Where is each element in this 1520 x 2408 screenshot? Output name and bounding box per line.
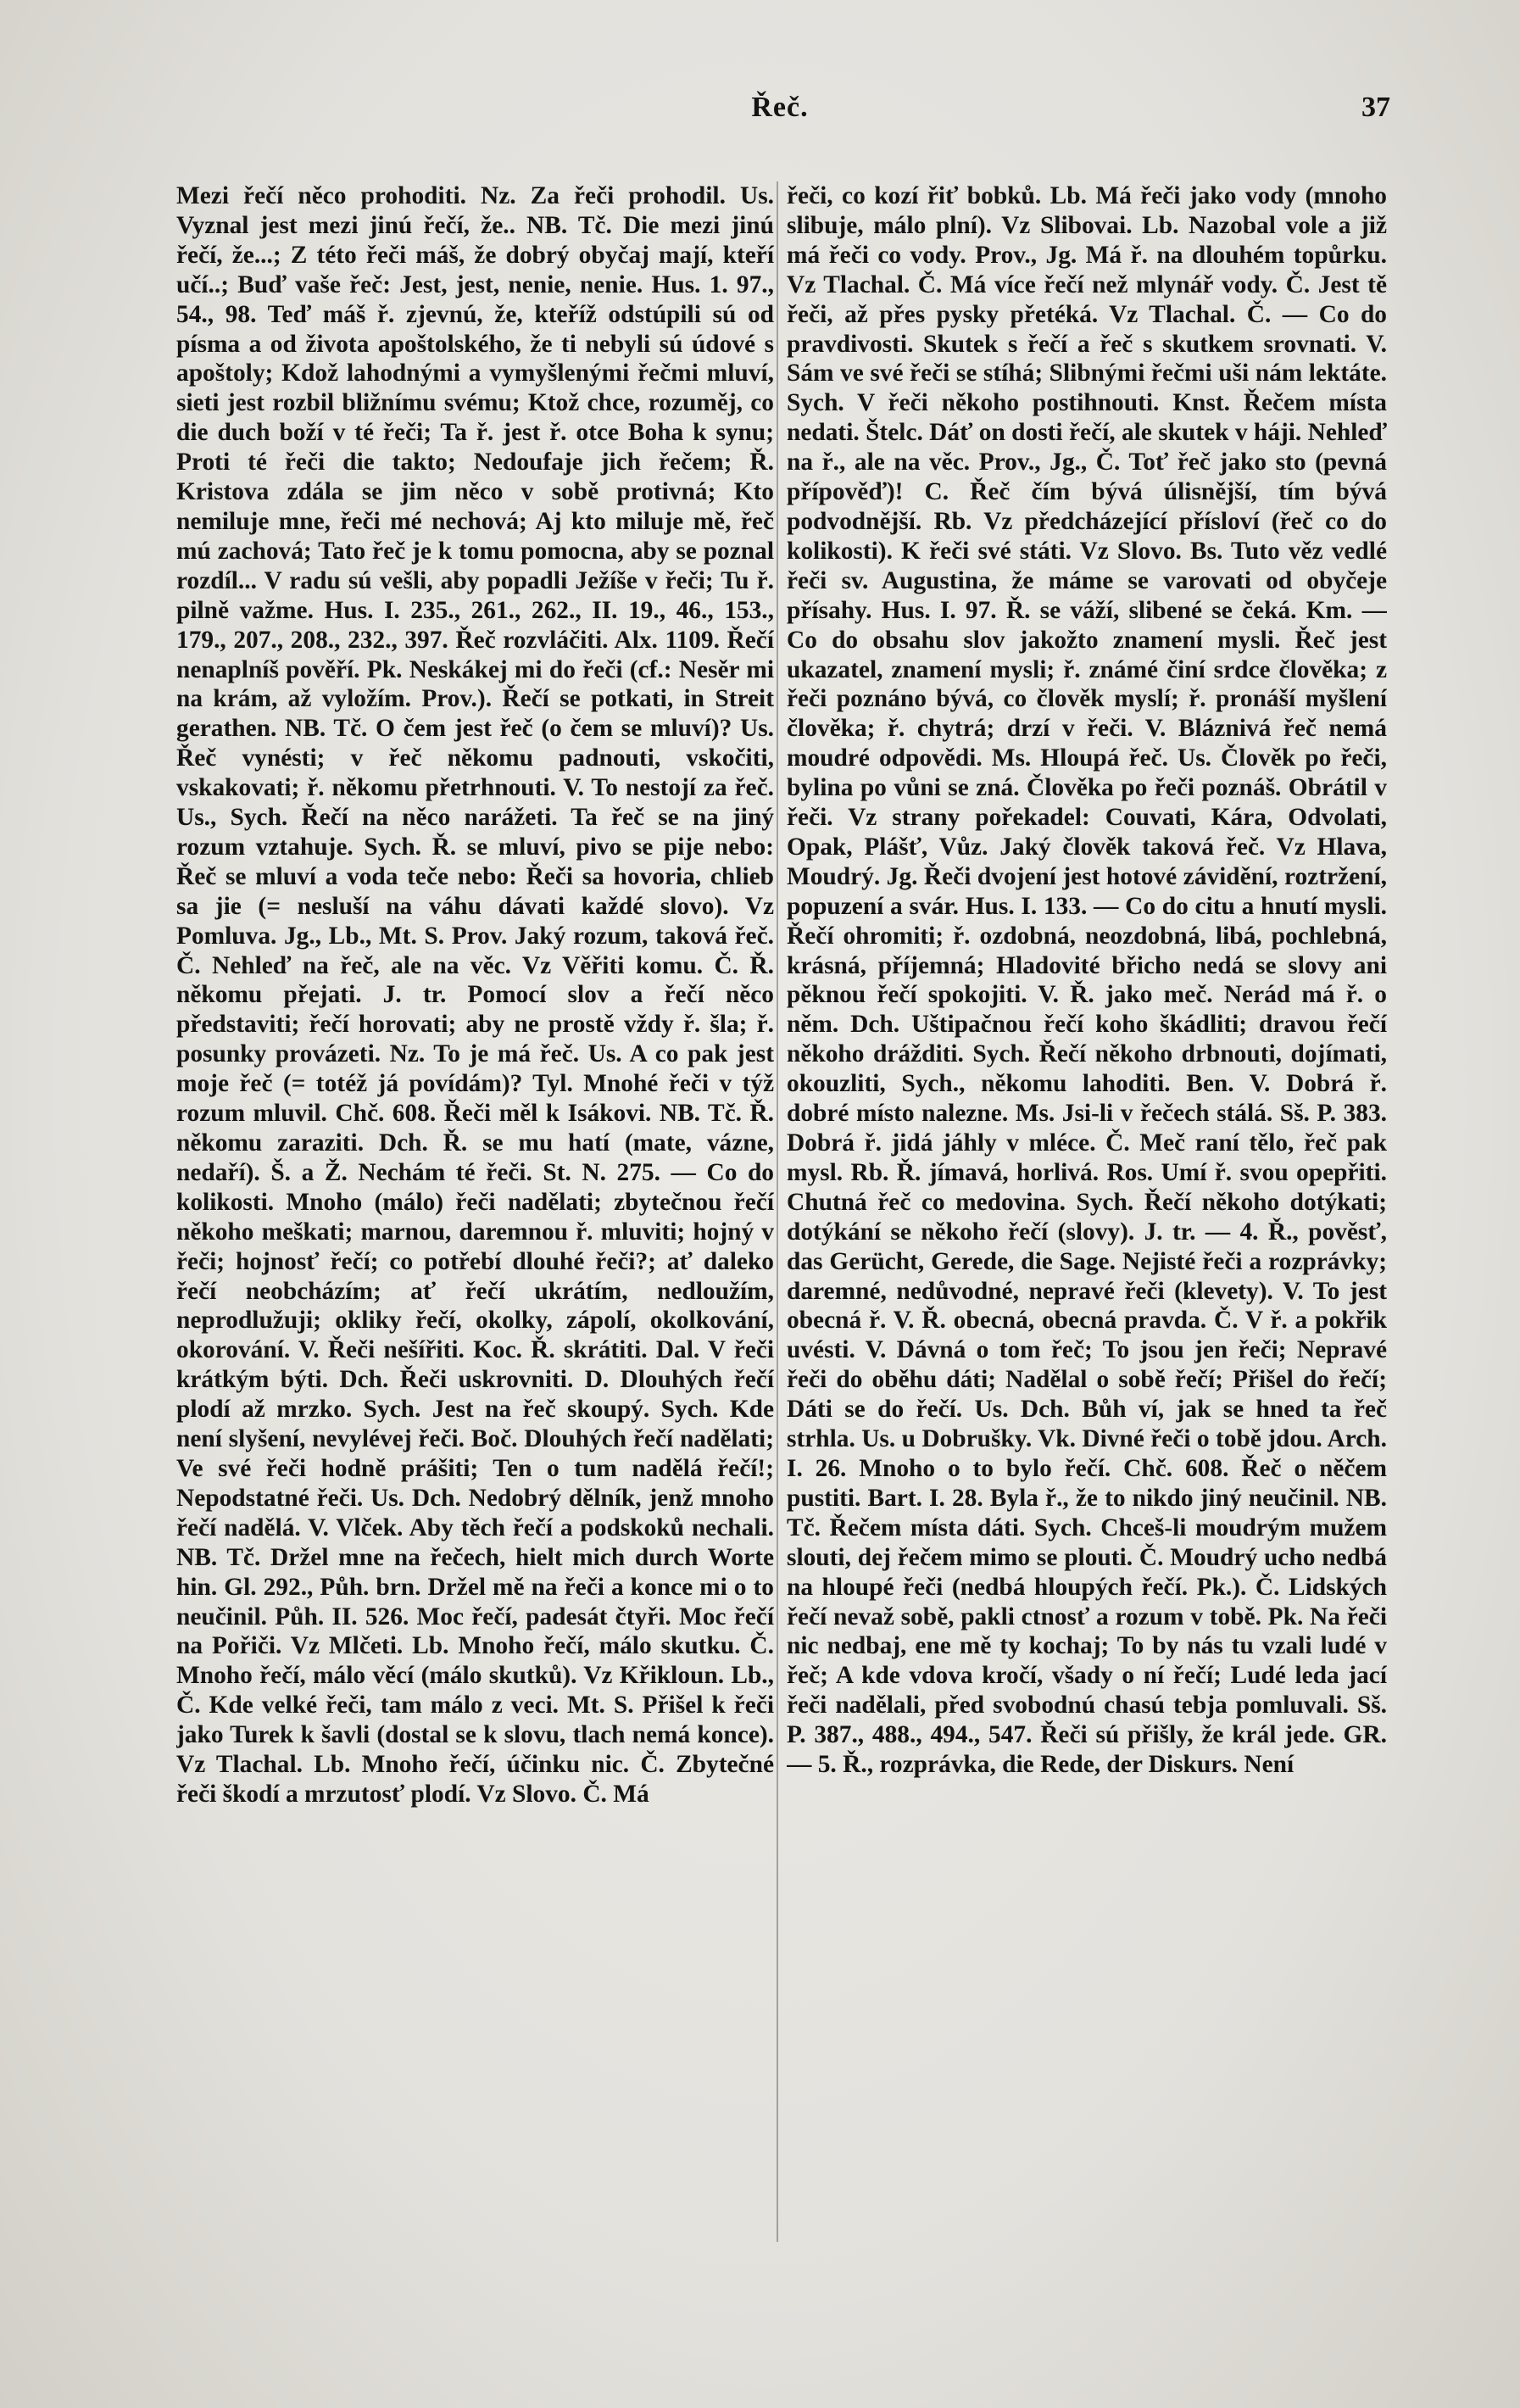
text-column-left: Mezi řečí něco prohoditi. Nz. Za řeči prohodil. Us. Vyznal jest mezi jinú řečí, že.. NB. Tč. Die mezi jinú řečí, že...; Z této řeči máš, že dobrý obyčaj mají, kteří učí..; Buď vaše řeč: Jest, jest, nenie, nenie. Hus. 1. 97., 54., 98. Teď máš ř. zjevnú, že, kteříž odstúpili sú od písma a od života apoštolského, že ti nebyli sú údové s apoštoly; Kdož lahodnými a vymyšlenými řečmi mluví, sieti jest rozbil bližnímu svému; Ktož chce, rozuměj, co die duch boží v té řeči; Ta ř. jest ř. otce Boha k synu; Proti té řeči die takto; Nedoufaje jich řečem; Ř. Kristova zdála se jim něco v sobě protivná; Kto nemiluje mne, řeči mé nechová; Aj kto miluje mě, řeč mú zachová; Tato řeč je k tomu pomocna, aby se poznal rozdíl... V radu sú vešli, aby popadli Ježíše v řeči; Tu ř. pilně važme. Hus. I. 235., 261., 262., II. 19., 46., 153., 179., 207., 208., 232., 397. Řeč rozvláčiti. Alx. 1109. Řečí nenaplníš pověří. Pk. Neskákej mi do řeči (cf.: Nesěr mi na krám, až vyložím. Prov.). Řečí se potkati, in Streit gerathen. NB. Tč. O čem jest řeč (o čem se mluví)? Us. Řeč vynésti; v řeč někomu padnouti, vskočiti, vskakovati; ř. někomu přetrhnouti. V. To nestojí za řeč. Us., Sych. Řečí na něco narážeti. Ta řeč se na jiný rozum vztahuje. Sych. Ř. se mluví, pivo se pije nebo: Řeč se mluví a voda teče nebo: Řeči sa hovoria, chlieb sa jie (= nesluší na váhu dávati každé slovo). Vz Pomluva. Jg., Lb., Mt. S. Prov. Jaký rozum, taková řeč. Č. Nehleď na řeč, ale na věc. Vz Věřiti komu. Č. Ř. někomu přejati. J. tr. Pomocí slov a řečí něco představiti; řečí horovati; aby ne prostě vždy ř. šla; ř. posunky provázeti. Nz. To je má řeč. Us. A co pak jest moje řeč (= totéž já povídám)? Tyl. Mnohé řeči v týž rozum mluvil. Chč. 608. Řeči měl k Isákovi. NB. Tč. Ř. někomu zaraziti. Dch. Ř. se mu hatí (mate, vázne, nedaří). Š. a Ž. Nechám té řeči. St. N. 275. — Co do kolikosti. Mnoho (málo) řeči nadělati; zbytečnou řečí někoho meškati; marnou, daremnou ř. mluviti; hojný v řeči; hojnosť řečí; co potřebí dlouhé řeči?; ať daleko řečí neobcházím; ať řečí ukrátím, nedloužím, neprodlužuji; okliky řečí, okolky, zápolí, okolkování, okorování. V. Řeči nešířiti. Koc. Ř. skrátiti. Dal. V řeči krátkým býti. Dch. Řeči uskrovniti. D. Dlouhých řečí plodí až mrzko. Sych. Jest na řeč skoupý. Sych. Kde není slyšení, nevylévej řeči. Boč. Dlouhých řečí nadělati; Ve své řeči hodně prášiti; Ten o tum nadělá řečí!; Nepodstatné řeči. Us. Dch. Nedobrý dělník, jenž mnoho řečí nadělá. V. Vlček. Aby těch řečí a podskoků nechali. NB. Tč. Držel mne na řečech, hielt mich durch Worte hin. Gl. 292., Půh. brn. Držel mě na řeči a konce mi o to neučinil. Půh. II. 526. Moc řečí, padesát čtyři. Moc řečí na Pořiči. Vz Mlčeti. Lb. Mnoho řečí, málo skutku. Č. Mnoho řečí, málo věcí (málo skutků). Vz Křikloun. Lb., Č. Kde velké řeči, tam málo z veci. Mt. S. Přišel k řeči jako Turek k šavli (dostal se k slovu, tlach nemá konce). Vz Tlachal. Lb. Mnoho řečí, účinku nic. Č. Zbytečné řeči škodí a mrzutosť plodí. Vz Slovo. Č. Má [176,182,774,1808]
text-column-right: řeči, co kozí řiť bobků. Lb. Má řeči jako vody (mnoho slibuje, málo plní). Vz Slibovai. Lb. Nazobal vole a již má řeči co vody. Prov., Jg. Má ř. na dlouhém topůrku. Vz Tlachal. Č. Má více řečí než mlynář vody. Č. Jest tě řeči, až přes pysky přetéká. Vz Tlachal. Č. — Co do pravdivosti. Skutek s řečí a řeč s skutkem srovnati. V. Sám ve své řeči se stíhá; Slibnými řečmi uši nám lektáte. Sych. V řeči někoho postihnouti. Knst. Řečem místa nedati. Štelc. Dáť on dosti řečí, ale skutek v háji. Nehleď na ř., ale na věc. Prov., Jg., Č. Toť řeč jako sto (pevná přípověď)! C. Řeč čím bývá úlisnější, tím bývá podvodnější. Rb. Vz předcházející přísloví (řeč co do kolikosti). K řeči své státi. Vz Slovo. Bs. Tuto věz vedlé řeči sv. Augustina, že máme se varovati od obyčeje přísahy. Hus. I. 97. Ř. se váží, slibené se čeká. Km. — Co do obsahu slov jakožto znamení mysli. Řeč jest ukazatel, znamení mysli; ř. známé činí srdce člověka; z řeči poznáno bývá, co člověk myslí; ř. pronáší myšlení člověka; ř. chytrá; drzí v řeči. V. Bláznivá řeč nemá moudré odpovědi. Ms. Hloupá řeč. Us. Člověk po řeči, bylina po vůni se zná. Člověka po řeči poznáš. Obrátil v řeči. Vz strany pořekadel: Couvati, Kára, Odvolati, Opak, Plášť, Vůz. Jaký člověk taková řeč. Vz Hlava, Moudrý. Jg. Řeči dvojení jest hotové závidění, roztržení, popuzení a svár. Hus. I. 133. — Co do citu a hnutí mysli. Řečí ohromiti; ř. ozdobná, neozdobná, libá, pochlebná, krásná, příjemná; Hladovité břicho nedá se slovy ani pěknou řečí spokojiti. V. Ř. jako meč. Nerád má ř. o něm. Dch. Uštipačnou řečí koho škádliti; dravou řečí někoho drážditi. Sych. Řečí někoho drbnouti, dojímati, okouzliti, Sych., někomu lahoditi. Ben. V. Dobrá ř. dobré místo nalezne. Ms. Jsi-li v řečech stálá. Sš. P. 383. Dobrá ř. jidá jáhly v mléce. Č. Meč raní tělo, řeč pak mysl. Rb. Ř. jímavá, horlivá. Ros. Umí ř. svou opepřiti. Chutná řeč co medovina. Sych. Řečí někoho dotýkati; dotýkání se někoho řečí (slovy). J. tr. — 4. Ř., pověsť, das Gerücht, Gerede, die Sage. Nejisté řeči a rozprávky; daremné, nedůvodné, nepravé řeči (klevety). V. To jest obecná ř. V. Ř. obecná, obecná pravda. Č. V ř. a pokřik uvésti. V. Dávná o tom řeč; To jsou jen řeči; Nepravé řeči do oběhu dáti; Nadělal o sobě řečí; Přišel do řečí; Dáti se do řečí. Us. Dch. Bůh ví, jak se hned ta řeč strhla. Us. u Dobrušky. Vk. Divné řeči o tobě jdou. Arch. I. 26. Mnoho o to bylo řečí. Chč. 608. Řeč o něčem pustiti. Bart. I. 28. Byla ř., že to nikdo jiný neučinil. NB. Tč. Řečem místa dáti. Sych. Chceš-li moudrým mužem slouti, dej řečem mimo se plouti. Č. Moudrý ucho nedbá na hloupé řeči (nedbá hloupých řečí. Pk.). Č. Lidských řečí nevaž sobě, pakli ctnosť a rozum v tobě. Pk. Na řeči nic nedbaj, ene mě ty kochaj; To by nás tu vzali ludé v řeč; A kde vdova kročí, všady o ní řečí; Ludé leda jací řeči nadělali, před svobodnú chasú tebja pomluvali. Sš. P. 387., 488., 494., 547. Řeči sú přišly, že král jede. GR. — 5. Ř., rozprávka, die Rede, der Diskurs. Není [787,182,1387,1779]
column-divider [777,181,778,2242]
page-number: 37 [1361,92,1390,123]
entry-title: Řeč. [751,92,809,123]
page-header [170,92,1390,134]
